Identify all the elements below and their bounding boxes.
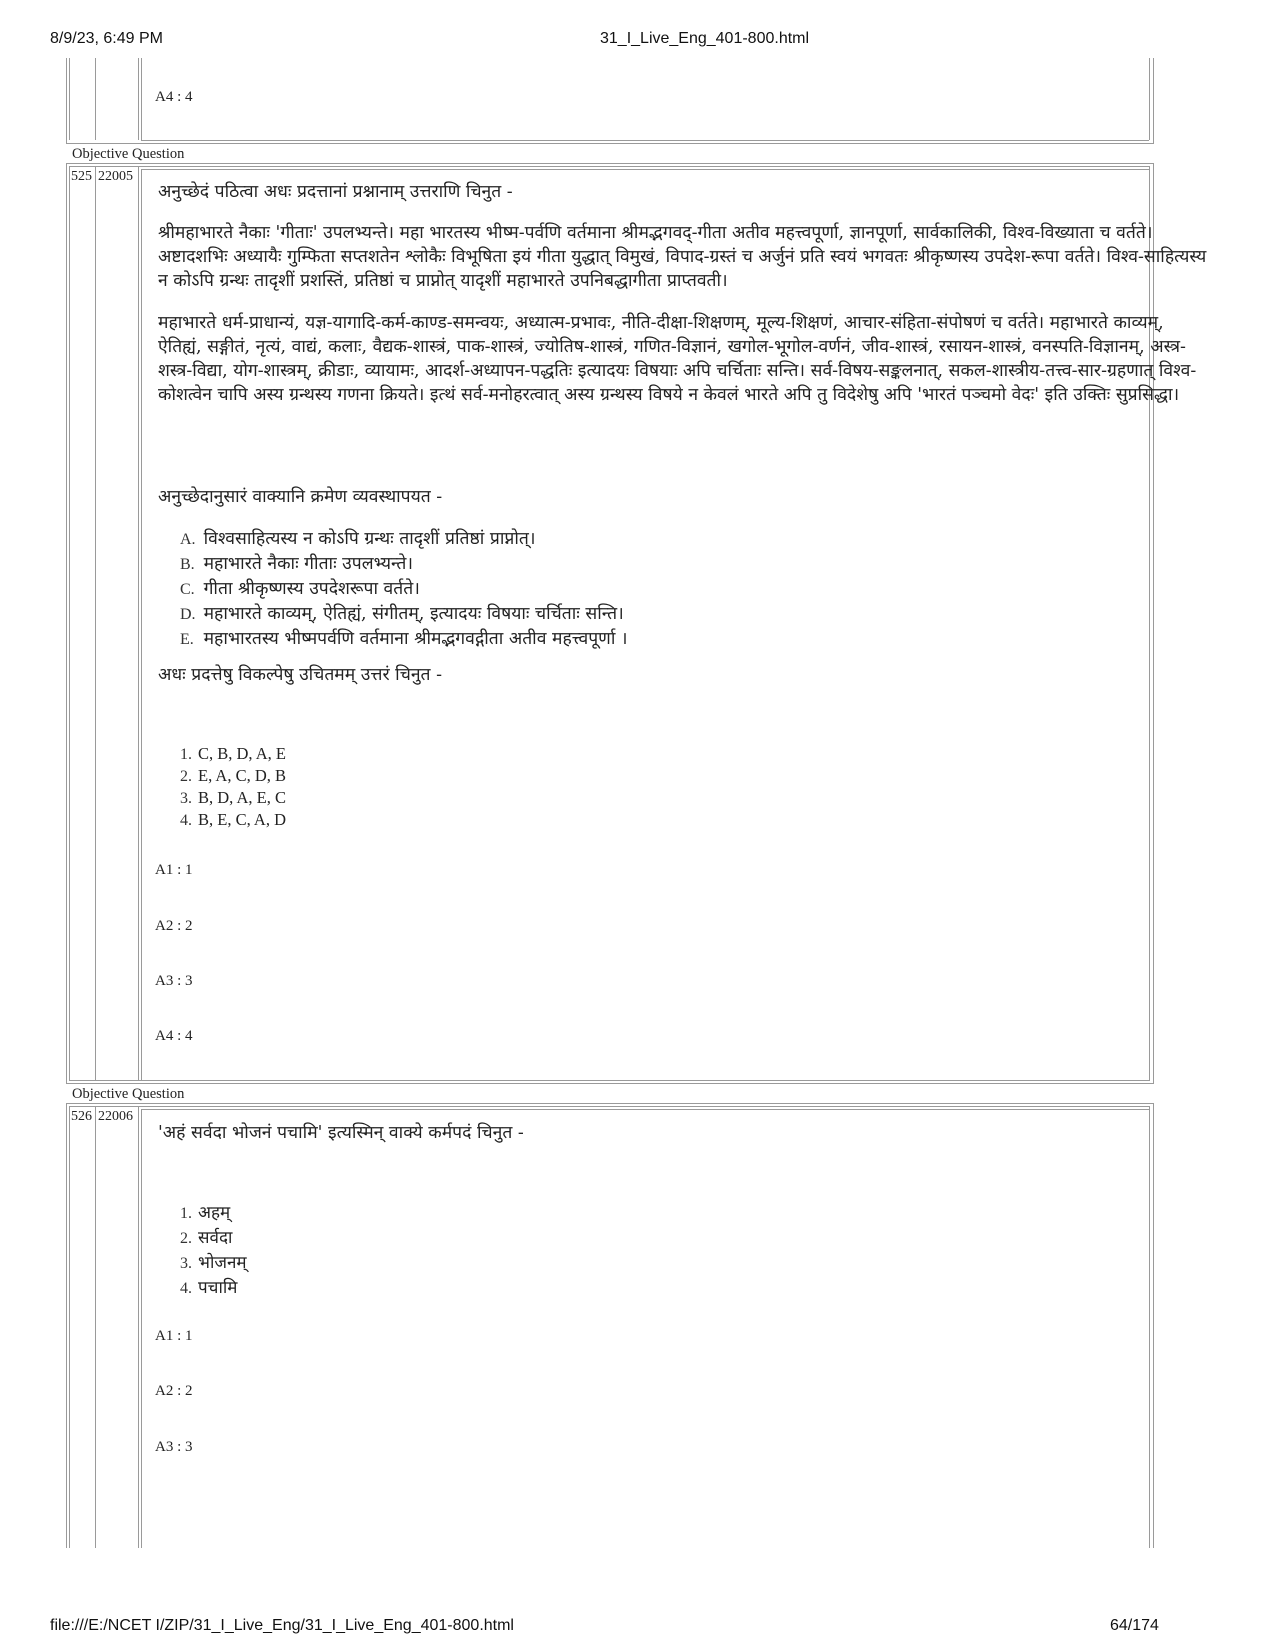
statement-item: C. गीता श्रीकृष्णस्य उपदेशरूपा वर्तते।: [180, 579, 420, 599]
option-item: 1. अहम्: [180, 1203, 231, 1223]
question-id: 22006: [98, 1109, 133, 1124]
passage-paragraph-1: श्रीमहाभारते नैकाः 'गीताः' उपलभ्यन्ते। महा भारतस्य भीष्म-पर्वणि वर्तमाना श्रीमद्भगवद्-गीता अतीव महत्त्वपूर्णा, ज्ञानपूर्णा, सार्वकालिकी, विश्व-विख्याता च वर्तते। अष्टादशभिः अध्यायैः गुम्फिता सप्तशतेन श्लोकैः विभूषिता इयं गीता युद्धात् विमुखं, विपाद-ग्रस्तं च अर्जुनं प्रति स्वयं भगवतः श्रीकृष्णस्य उपदेश-रूपा वर्तते। विश्व-साहित्यस्य न कोऽपि ग्रन्थः तादृशीं प्रशस्तिं, प्रतिष्ठां च प्राप्नोत् यादृशीं महाभारते उपनिबद्धागीता प्राप्तवती।: [158, 223, 1207, 291]
question-type-caption: Objective Question: [72, 1086, 185, 1102]
question-number: 526: [71, 1109, 92, 1124]
statement-item: A. विश्वसाहित्यस्य न कोऽपि ग्रन्थः तादृशीं प्रतिष्ठां प्राप्नोत्।: [180, 529, 536, 549]
choose-instruction: अधः प्रदत्तेषु विकल्पेषु उचितमम् उत्तरं चिनुत -: [158, 665, 442, 685]
answer-4: A4 : 4: [155, 1028, 193, 1044]
statement-item: D. महाभारते काव्यम्, ऐतिह्यं, संगीतम्, इत्यादयः विषयाः चर्चिताः सन्ति।: [180, 604, 624, 624]
option-item: 4. पचामि: [180, 1278, 238, 1298]
passage-paragraph-2: महाभारते धर्म-प्राधान्यं, यज्ञ-यागादि-कर्म-काण्ड-समन्वयः, अध्यात्म-प्रभावः, नीति-दीक्षा-शिक्षणम्, मूल्य-शिक्षणं, आचार-संहिता-संपोषणं च वर्तते। महाभारते काव्यम्, ऐतिह्यं, सङ्गीतं, नृत्यं, वाद्यं, कलाः, वैद्यक-शास्त्रं, पाक-शास्त्रं, ज्योतिष-शास्त्रं, गणित-विज्ञानं, खगोल-भूगोल-वर्णनं, जीव-शास्त्रं, रसायन-शास्त्रं, वनस्पति-विज्ञानम्, अस्त्र-शस्त्र-विद्या, योग-शास्त्रम्, क्रीडाः, व्यायामः, आदर्श-अध्यापन-पद्धतिः इत्यादयः विषयाः अपि चर्चिताः सन्ति। सर्व-विषय-सङ्कलनात्, सकल-शास्त्रीय-तत्त्व-सार-ग्रहणात् विश्व-कोशत्वेन चापि अस्य ग्रन्थस्य गणना क्रियते। इत्थं सर्व-मनोहरत्वात् अस्य ग्रन्थस्य विषये न केवलं भारते अपि तु विदेशेषु अपि 'भारतं पञ्चमो वेदः' इति उक्तिः सुप्रसिद्धा।: [158, 313, 1197, 405]
question-instruction: अनुच्छेदं पठित्वा अधः प्रदत्तानां प्रश्नानाम् उत्तराणि चिनुत -: [158, 182, 513, 202]
option-item: 1. C, B, D, A, E: [180, 744, 287, 763]
option-item: 4. B, E, C, A, D: [180, 810, 287, 829]
option-item: 2. E, A, C, D, B: [180, 766, 287, 785]
page-number: 64/174: [1110, 1617, 1159, 1634]
question-type-caption: Objective Question: [72, 146, 185, 162]
answer-3: A3 : 3: [155, 1439, 193, 1455]
option-list: [180, 743, 286, 831]
option-item: 3. भोजनम्: [180, 1253, 247, 1273]
option-item: 2. सर्वदा: [180, 1228, 233, 1248]
answer-1: A1 : 1: [155, 862, 193, 878]
print-file-path: file:///E:/NCET I/ZIP/31_I_Live_Eng/31_I_Live_Eng_401-800.html: [50, 1617, 514, 1634]
answer-3: A3 : 3: [155, 973, 193, 989]
answer-2: A2 : 2: [155, 918, 193, 934]
print-title: 31_I_Live_Eng_401-800.html: [600, 30, 810, 47]
answer-2: A2 : 2: [155, 1383, 193, 1399]
statement-item: E. महाभारतस्य भीष्मपर्वणि वर्तमाना श्रीमद्भगवद्गीता अतीव महत्त्वपूर्णा ।: [180, 629, 628, 649]
option-list: [180, 1201, 247, 1301]
prev-answer-4: A4 : 4: [155, 89, 193, 105]
statement-list: [180, 527, 628, 652]
answer-1: A1 : 1: [155, 1328, 193, 1344]
print-datetime: 8/9/23, 6:49 PM: [50, 30, 163, 47]
question-text: 'अहं सर्वदा भोजनं पचामि' इत्यस्मिन् वाक्ये कर्मपदं चिनुत -: [158, 1123, 524, 1143]
question-number: 525: [71, 169, 92, 184]
question-id: 22005: [98, 169, 133, 184]
statement-item: B. महाभारते नैकाः गीताः उपलभ्यन्ते।: [180, 554, 413, 574]
option-item: 3. B, D, A, E, C: [180, 788, 287, 807]
sub-question: अनुच्छेदानुसारं वाक्यानि क्रमेण व्यवस्थापयत -: [158, 487, 443, 507]
